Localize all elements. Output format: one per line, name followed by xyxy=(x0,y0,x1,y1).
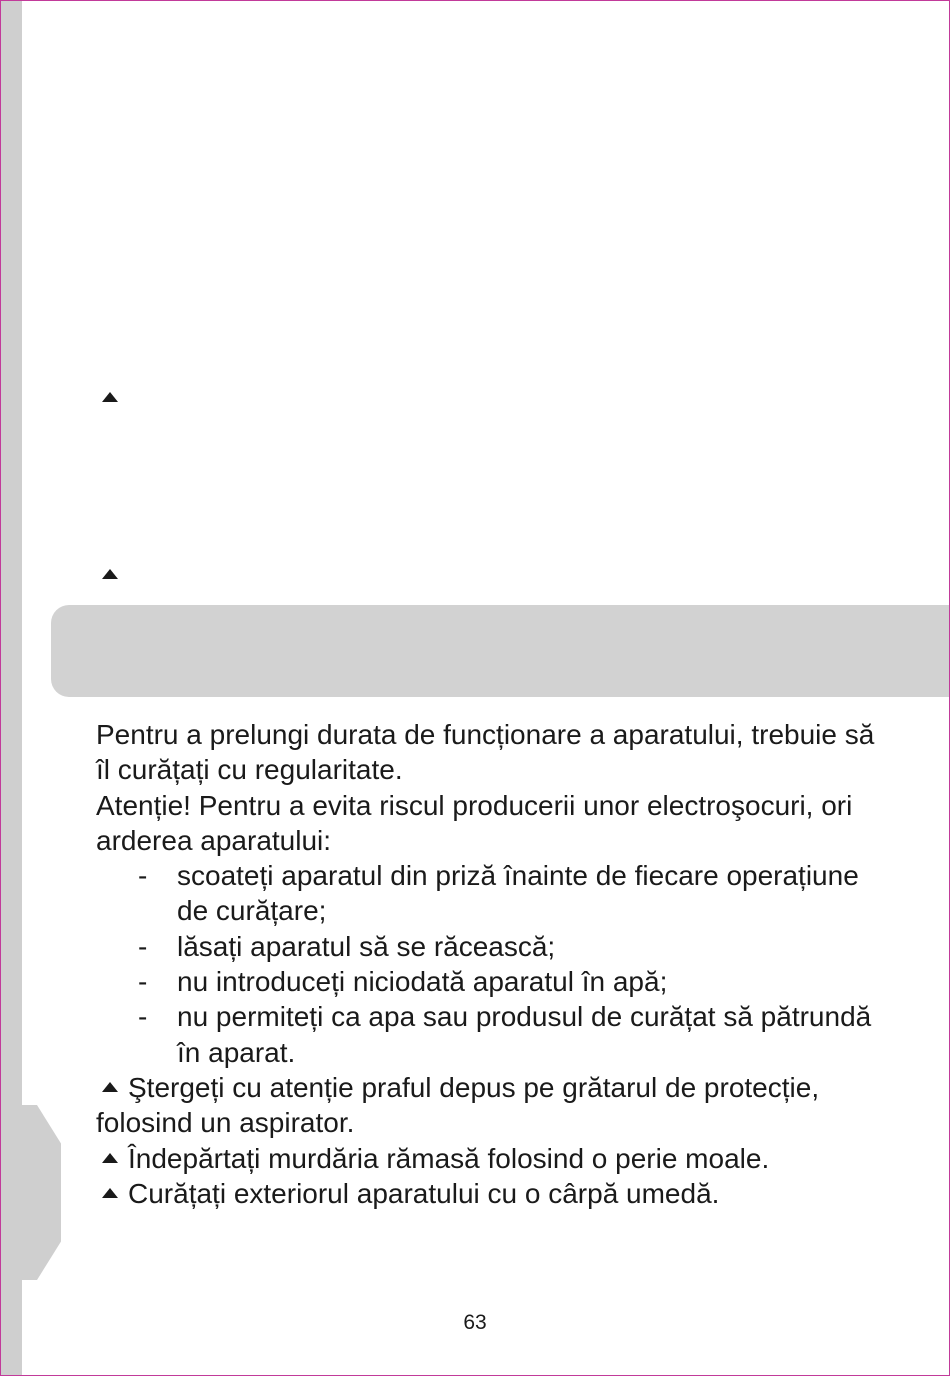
dash-marker: - xyxy=(138,966,148,998)
warning-paragraph: Atenție! Pentru a evita riscul producerii unor electroşocuri, ori arderea aparatului: xyxy=(96,789,853,856)
dash-marker: - xyxy=(138,1001,148,1033)
list-item-label: lăsați aparatul să se răcească; xyxy=(177,930,556,962)
bullet-text: Ştergeți cu atenție praful depus pe grătarul de protecție, folosind un aspirator. xyxy=(96,1071,820,1139)
triangle-bullet-icon xyxy=(102,1188,118,1198)
list-item xyxy=(96,929,896,964)
intro-paragraph: Pentru a prelungi durata de funcționare a aparatului, trebuie să îl curățați cu regularitate. xyxy=(96,719,875,786)
dash-marker: - xyxy=(138,860,148,892)
side-tab xyxy=(1,1105,61,1280)
precautions-list xyxy=(96,858,896,1070)
bullet-paragraph xyxy=(96,1176,896,1211)
list-item xyxy=(96,964,896,999)
section-header-band xyxy=(51,605,950,697)
triangle-bullet-icon xyxy=(102,1082,118,1092)
list-item-label: scoateți aparatul din priză înainte de fiecare operațiune de curățare; xyxy=(177,860,859,927)
triangle-bullet-icon xyxy=(102,569,118,579)
triangle-bullet-icon xyxy=(102,1153,118,1163)
dash-marker: - xyxy=(138,930,148,962)
bullet-paragraph xyxy=(96,1070,896,1141)
list-item-label: nu permiteți ca apa sau produsul de curățat să pătrundă în aparat. xyxy=(177,1001,872,1068)
bullet-paragraph xyxy=(96,1141,896,1176)
list-item xyxy=(96,999,896,1070)
bullet-text: Îndepărtați murdăria rămasă folosind o perie moale. xyxy=(128,1142,770,1174)
triangle-bullet-icon xyxy=(102,392,118,402)
bullet-text: Curățați exteriorul aparatului cu o cârpă umedă. xyxy=(128,1177,720,1209)
list-item xyxy=(96,858,896,929)
page-number: 63 xyxy=(463,1311,487,1334)
cleaning-instructions xyxy=(96,717,896,1211)
list-item-label: nu introduceți niciodată aparatul în apă; xyxy=(177,966,668,998)
